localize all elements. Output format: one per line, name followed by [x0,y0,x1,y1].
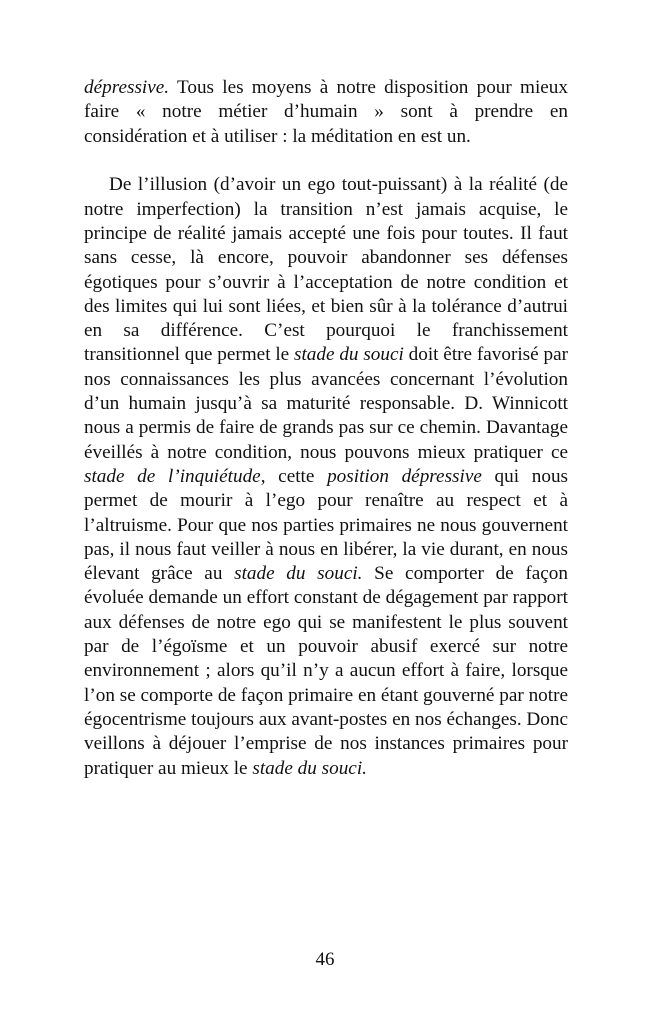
text-run: Se comporter de façon évoluée demande un effort constant de dégagement par rapport aux défenses de notre ego qui se manifestent le plus souvent par de l’égoïsme et un pouvoir abusif exercé sur notre environnement ; alors qu’il n’y a aucun effort à faire, lorsque l’on se comporte de façon primaire en étant gouverné par notre égocentrisme toujours aux avant-postes en nos échanges. Donc veillons à déjouer l’emprise de nos instances primaires pour pratiquer au mieux le [84,563,568,779]
text-run: De l’illusion (d’avoir un ego tout-puissant) à la réalité (de notre imperfection) la transition n’est jamais acquise, le principe de réalité jamais accepté une fois pour toutes. Il faut sans cesse, là encore, pouvoir abandonner ses défenses égotiques pour s’ouvrir à l’acceptation de notre condition et des limites qui lui sont liées, et bien sûr à la tolérance d’autrui en sa différence. C’est pourquoi le franchissement transitionnel que permet le [84,174,568,366]
body-text [84,76,568,781]
text-run: , cette [260,465,328,487]
italic-phrase: stade de l’inquiétude [84,465,261,487]
page-number: 46 [315,949,335,970]
paragraph-2 [84,173,568,780]
italic-phrase: position dépressive [327,465,482,487]
text-run: qui nous permet de mourir à l’ego pour renaître au respect et à l’altruisme. Pour que nos parties primaires ne nous gouvernent pas, il nous faut veiller à nous en libérer, la vie durant, en nous élevant grâce au [84,465,569,585]
italic-phrase: stade du souci. [252,757,367,779]
text-run: Tous les moyens à notre disposition pour mieux faire « notre métier d’humain » sont à prendre en considération et à utiliser : la méditation en est un. [84,77,568,147]
italic-phrase: stade du souci. [234,563,363,585]
italic-phrase: stade du souci [294,344,404,366]
text-run: doit être favorisé par nos connaissances les plus avancées concernant l’évolution d’un humain jusqu’à sa maturité responsable. D. Winnicott nous a permis de faire de grands pas sur ce chemin. Davantage éveillés à notre condition, nous pouvons mieux pratiquer ce [84,344,568,463]
paragraph-1 [84,76,568,149]
italic-phrase: dépressive. [84,77,170,98]
